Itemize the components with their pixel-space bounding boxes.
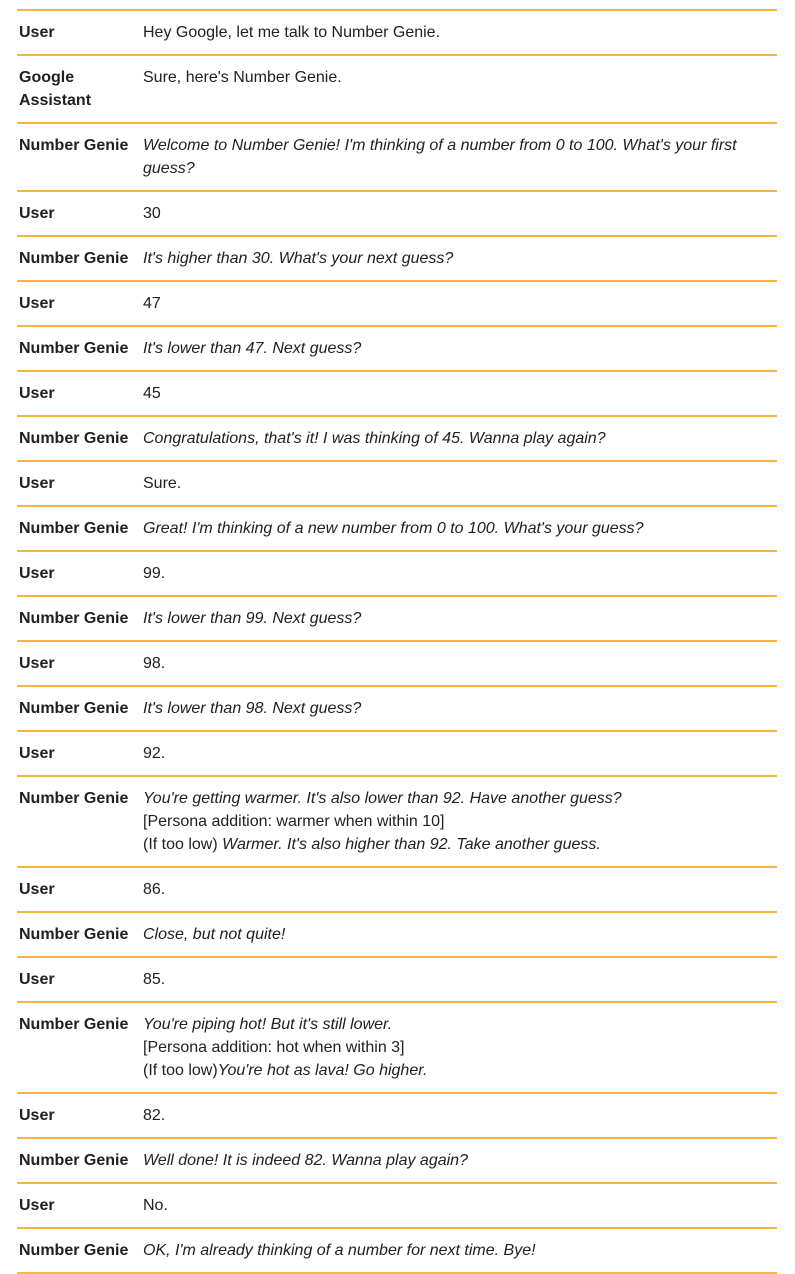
utterance [143, 652, 777, 675]
utterance-line [143, 833, 777, 856]
utterance-line [143, 968, 777, 991]
utterance [143, 1194, 777, 1217]
prompt-text: Great! I'm thinking of a new number from 0 to 100. What's your guess? [143, 520, 644, 537]
dialog-row [17, 1094, 777, 1139]
dialog-row [17, 777, 777, 868]
utterance [143, 878, 777, 901]
plain-text: (If too low) [143, 836, 223, 853]
utterance [143, 21, 777, 44]
dialog-row [17, 1139, 777, 1184]
speaker-label: User [19, 565, 55, 582]
dialog-row [17, 124, 777, 192]
utterance-line [143, 697, 777, 720]
dialog-row [17, 11, 777, 56]
plain-text: 47 [143, 295, 161, 312]
plain-text: Sure, here's Number Genie. [143, 69, 342, 86]
utterance-line [143, 382, 777, 405]
utterance-line [143, 1104, 777, 1127]
utterance-line [143, 66, 777, 89]
dialog-row [17, 282, 777, 327]
prompt-text: Congratulations, that's it! I was thinking of 45. Wanna play again? [143, 430, 606, 447]
speaker-label: Number Genie [19, 340, 129, 357]
utterance-line [143, 1149, 777, 1172]
prompt-text: It's lower than 47. Next guess? [143, 340, 362, 357]
plain-text: 45 [143, 385, 161, 402]
utterance [143, 923, 777, 946]
speaker-label: Number Genie [19, 610, 129, 627]
speaker-label: Number Genie [19, 430, 129, 447]
speaker-label: Number Genie [19, 790, 129, 807]
plain-text: No. [143, 1197, 168, 1214]
speaker-label: User [19, 745, 55, 762]
prompt-text: Well done! It is indeed 82. Wanna play again? [143, 1152, 468, 1169]
utterance [143, 697, 777, 720]
utterance-line [143, 1013, 777, 1036]
prompt-text: Close, but not quite! [143, 926, 286, 943]
speaker-label: User [19, 881, 55, 898]
dialog-row [17, 417, 777, 462]
prompt-text: It's higher than 30. What's your next guess? [143, 250, 454, 267]
utterance [143, 247, 777, 270]
dialog-row [17, 868, 777, 913]
utterance-line [143, 1036, 777, 1059]
utterance [143, 1013, 777, 1082]
dialog-table [17, 9, 777, 1274]
speaker-label: User [19, 475, 55, 492]
plain-text: 98. [143, 655, 166, 672]
dialog-row [17, 1003, 777, 1094]
plain-text: [Persona addition: warmer when within 10] [143, 813, 445, 830]
plain-text: 86. [143, 881, 166, 898]
prompt-text: OK, I'm already thinking of a number for next time. Bye! [143, 1242, 536, 1259]
utterance [143, 787, 777, 856]
speaker-label: Number Genie [19, 1242, 129, 1259]
dialog-row [17, 56, 777, 124]
utterance-line [143, 607, 777, 630]
plain-text: 82. [143, 1107, 166, 1124]
speaker-label: User [19, 1107, 55, 1124]
utterance-line [143, 202, 777, 225]
speaker-label: User [19, 655, 55, 672]
prompt-text: Warmer. It's also higher than 92. Take another guess. [222, 836, 601, 853]
utterance [143, 517, 777, 540]
dialog-row [17, 1229, 777, 1274]
utterance-line [143, 427, 777, 450]
utterance-line [143, 472, 777, 495]
speaker-label: Number Genie [19, 520, 129, 537]
speaker-label: Number Genie [19, 926, 129, 943]
utterance-line [143, 562, 777, 585]
dialog-row [17, 913, 777, 958]
utterance [143, 1104, 777, 1127]
speaker-label: Number Genie [19, 137, 129, 154]
prompt-text: Welcome to Number Genie! I'm thinking of a number from 0 to 100. What's your first guess? [143, 137, 737, 177]
speaker-label: Number Genie [19, 1152, 129, 1169]
plain-text: Sure. [143, 475, 182, 492]
speaker-label: User [19, 971, 55, 988]
dialog-row [17, 552, 777, 597]
plain-text: 30 [143, 205, 161, 222]
utterance-line [143, 134, 777, 180]
utterance-line [143, 1059, 777, 1082]
dialog-row [17, 192, 777, 237]
dialog-row [17, 958, 777, 1003]
utterance [143, 562, 777, 585]
utterance [143, 427, 777, 450]
utterance-line [143, 810, 777, 833]
utterance-line [143, 878, 777, 901]
utterance-line [143, 742, 777, 765]
utterance [143, 337, 777, 360]
plain-text: 99. [143, 565, 166, 582]
utterance-line [143, 292, 777, 315]
speaker-label: Number Genie [19, 700, 129, 717]
plain-text: 85. [143, 971, 166, 988]
dialog-row [17, 642, 777, 687]
speaker-label: User [19, 385, 55, 402]
dialog-row [17, 732, 777, 777]
utterance [143, 1149, 777, 1172]
utterance [143, 1239, 777, 1262]
dialog-row [17, 237, 777, 282]
prompt-text: You're hot as lava! Go higher. [217, 1062, 428, 1079]
dialog-row [17, 1184, 777, 1229]
utterance [143, 607, 777, 630]
dialog-row [17, 372, 777, 417]
speaker-label: User [19, 24, 55, 41]
dialog-row [17, 462, 777, 507]
speaker-label: Number Genie [19, 250, 129, 267]
utterance-line [143, 21, 777, 44]
utterance-line [143, 1194, 777, 1217]
dialog-row [17, 597, 777, 642]
utterance-line [143, 247, 777, 270]
utterance-line [143, 923, 777, 946]
utterance [143, 742, 777, 765]
utterance [143, 202, 777, 225]
utterance [143, 472, 777, 495]
utterance [143, 134, 777, 180]
prompt-text: You're getting warmer. It's also lower than 92. Have another guess? [143, 790, 622, 807]
utterance-line [143, 787, 777, 810]
plain-text: (If too low) [143, 1062, 218, 1079]
speaker-label: User [19, 295, 55, 312]
utterance-line [143, 1239, 777, 1262]
prompt-text: It's lower than 99. Next guess? [143, 610, 362, 627]
dialog-row [17, 327, 777, 372]
plain-text: [Persona addition: hot when within 3] [143, 1039, 405, 1056]
utterance [143, 292, 777, 315]
utterance-line [143, 517, 777, 540]
dialog-row [17, 687, 777, 732]
speaker-label: Number Genie [19, 1016, 129, 1033]
utterance-line [143, 337, 777, 360]
utterance [143, 66, 777, 112]
prompt-text: It's lower than 98. Next guess? [143, 700, 362, 717]
utterance [143, 382, 777, 405]
prompt-text: You're piping hot! But it's still lower. [143, 1016, 393, 1033]
speaker-label: User [19, 205, 55, 222]
utterance [143, 968, 777, 991]
utterance-line [143, 652, 777, 675]
speaker-label: User [19, 1197, 55, 1214]
plain-text: 92. [143, 745, 166, 762]
dialog-row [17, 507, 777, 552]
plain-text: Hey Google, let me talk to Number Genie. [143, 24, 441, 41]
speaker-label: Google Assistant [19, 69, 92, 109]
